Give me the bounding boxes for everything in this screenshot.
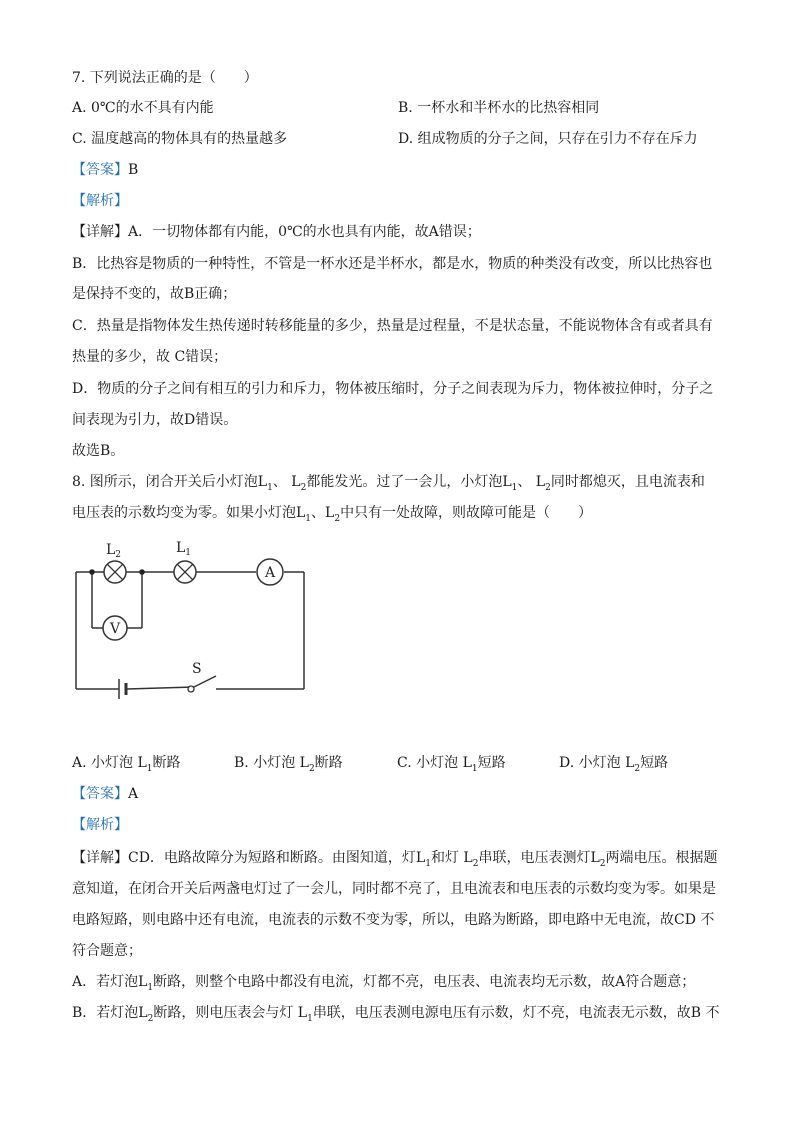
sub-1: 1: [511, 482, 518, 493]
q8-option-a: [72, 753, 181, 779]
option-text: 断路: [152, 755, 181, 771]
sub-1: 1: [425, 858, 431, 869]
stem-text: 、L: [311, 505, 335, 521]
sub-1: 1: [267, 482, 273, 493]
sub-1: 1: [305, 513, 312, 524]
q8-detail-5: [72, 972, 695, 998]
q7-option-c: C. 温度越高的物体具有的热量越多: [72, 131, 288, 147]
detail-text: A．一切物体都有内能，0℃的水也具有内能，故A错误；: [128, 224, 481, 240]
answer-tag: 【答案】: [72, 162, 128, 178]
detail-text: B．若灯泡L: [72, 1005, 148, 1021]
sub-2: 2: [599, 858, 606, 869]
q7-detail-4: C．热量是指物体发生热传递时转移能量的多少，热量是过程量，不是状态量，不能说物体含有或者具有: [72, 318, 713, 334]
battery: [119, 679, 126, 699]
q7-option-d: D. 组成物质的分子之间，只存在引力不存在斥力: [398, 131, 698, 147]
option-text: C. 小灯泡 L: [397, 755, 472, 771]
q7-stem: 7. 下列说法正确的是（ ）: [72, 70, 258, 86]
sub-2: 2: [545, 482, 551, 493]
switch-label: S: [192, 661, 202, 677]
sub-2: 2: [300, 482, 307, 493]
circuit-diagram: [70, 530, 320, 710]
switch: [188, 676, 216, 692]
ammeter-label: A: [264, 565, 276, 581]
lamp-l2-label: $L_2$: [106, 542, 122, 560]
option-text: 断路: [314, 755, 343, 771]
q8-detail-6: [72, 1003, 720, 1029]
stem-text: 电压表的示数均变为零。如果小灯泡L: [72, 505, 306, 521]
detail-text: CD．电路故障分为短路和断路。由图知道，灯L: [128, 850, 426, 866]
detail-text: 和灯 L: [430, 850, 473, 866]
sub-1: 1: [307, 1013, 313, 1024]
detail-text: 断路，则整个电路中都没有电流，灯都不亮，电压表、电流表均无示数，故A符合题意；: [153, 974, 696, 990]
lamp-l1: [174, 561, 196, 583]
q8-stem-line-1: [72, 472, 705, 498]
q8-option-b: [234, 753, 343, 779]
q8-detail-3: 电路短路，则电路中还有电流，电流表的示数不变为零，所以，电路为断路，即电路中无电流，故CD 不: [72, 912, 715, 928]
junction-dot: [89, 569, 95, 575]
option-text: A. 小灯泡 L: [72, 755, 147, 771]
q7-detail-2: B．比热容是物质的一种特性，不管是一杯水还是半杯水，都是水，物质的种类没有改变，所以比热容也: [72, 256, 713, 272]
stem-text: 同时都熄灭，且电流表和: [550, 474, 705, 490]
detail-text: 断路，则电压表会与灯 L: [153, 1005, 308, 1021]
junction-dot: [139, 569, 145, 575]
sub-2: 2: [472, 858, 479, 869]
lamp-l2: [104, 561, 126, 583]
detail-text: 串联，电压表测电源电压有示数，灯不亮，电流表无示数，故B 不: [312, 1005, 720, 1021]
detail-text: A．若灯泡L: [72, 974, 148, 990]
q7-option-b: B. 一杯水和半杯水的比热容相同: [398, 100, 600, 116]
detail-tag: 【详解】: [72, 224, 128, 240]
stem-text: 8. 图所示，闭合开关后小灯泡L: [72, 474, 268, 490]
answer-value: A: [128, 786, 139, 802]
stem-text: 中只有一处故障，则故障可能是（ ）: [340, 505, 593, 521]
sub-1: 1: [471, 763, 478, 774]
q7-option-a: A. 0℃的水不具有内能: [72, 100, 214, 116]
option-text: 短路: [640, 755, 669, 771]
sub-1: 1: [146, 763, 153, 774]
q8-option-d: [559, 753, 668, 779]
sub-2: 2: [334, 513, 341, 524]
q7-analysis-tag: 【解析】: [72, 193, 128, 209]
q7-detail-5: 热量的多少，故 C错误；: [72, 349, 228, 365]
option-text: 短路: [477, 755, 506, 771]
q8-analysis-tag: 【解析】: [72, 817, 128, 833]
sub-2: 2: [147, 1013, 154, 1024]
q7-conclusion: 故选B。: [72, 443, 125, 459]
sub-2: 2: [634, 763, 641, 774]
voltmeter-label: V: [109, 621, 121, 637]
option-text: D. 小灯泡 L: [559, 755, 635, 771]
q7-detail-1: [72, 222, 481, 242]
answer-tag: 【答案】: [72, 786, 128, 802]
detail-tag: 【详解】: [72, 850, 128, 866]
sub-1: 1: [147, 982, 154, 993]
wire: [126, 687, 194, 689]
answer-value: B: [128, 162, 139, 178]
q7-detail-3: 是保持不变的，故B正确；: [72, 286, 237, 302]
stem-text: 都能发光。过了一会儿，小灯泡L: [306, 474, 512, 490]
detail-text: 两端电压。根据题: [605, 850, 718, 866]
q8-detail-1: [72, 848, 717, 874]
detail-text: 串联，电压表测灯L: [478, 850, 600, 866]
q7-detail-7: 间表现为引力，故D错误。: [72, 412, 238, 428]
q8-stem-line-2: [72, 503, 592, 529]
stem-text: 、 L: [272, 474, 301, 490]
sub-2: 2: [308, 763, 315, 774]
q8-option-c: [397, 753, 506, 779]
q8-answer: [72, 784, 138, 804]
q8-detail-2: 意知道，在闭合开关后两盏电灯过了一会儿，同时都不亮了，且电流表和电压表的示数均变为零。如果是: [72, 881, 716, 897]
option-text: B. 小灯泡 L: [234, 755, 309, 771]
lamp-l1-label: $L_1$: [176, 540, 192, 558]
q8-detail-4: 符合题意；: [72, 943, 142, 959]
q7-detail-6: D．物质的分子之间有相互的引力和斥力，物体被压缩时，分子之间表现为斥力，物体被拉伸时，分子之: [72, 381, 714, 397]
q7-answer: [72, 160, 138, 180]
stem-text: 、 L: [517, 474, 546, 490]
